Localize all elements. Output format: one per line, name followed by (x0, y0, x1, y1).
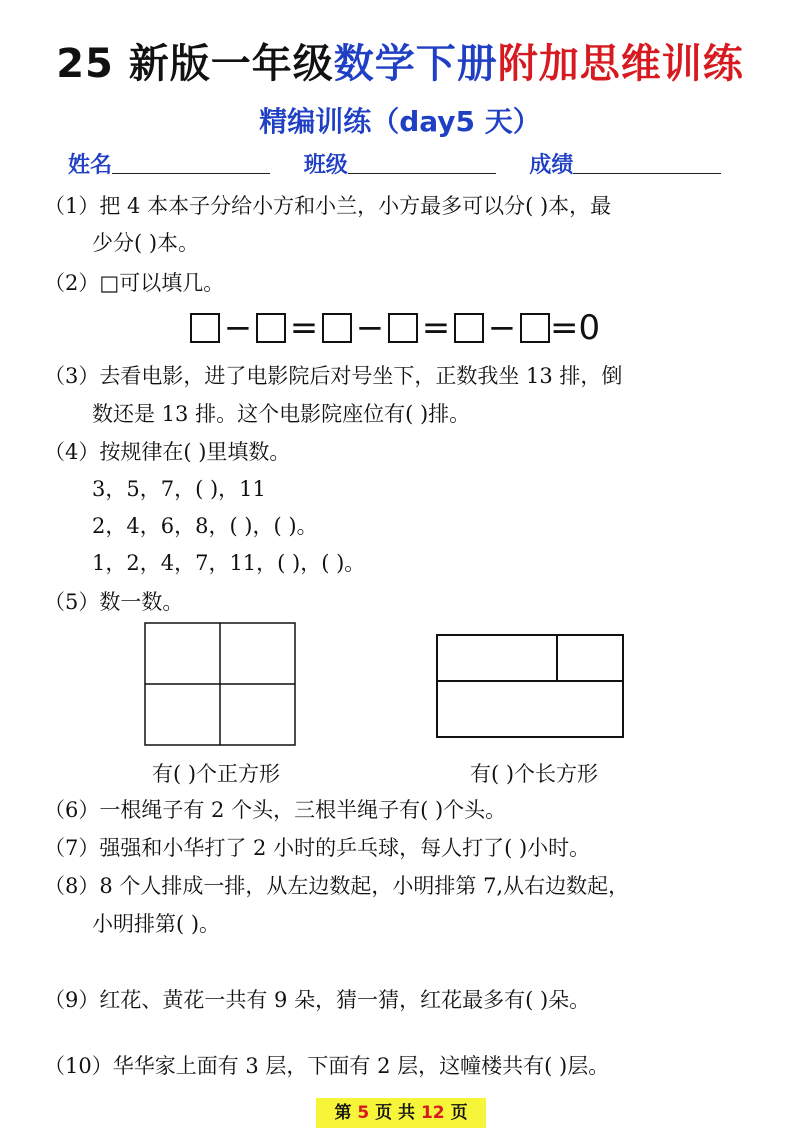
question-4-sequence-3: 1，2，4，7，11，( )，( )。 (92, 551, 366, 575)
current-page: 5 (357, 1103, 370, 1123)
question-5-line-1: （5）数一数。 (44, 590, 184, 614)
score-blank[interactable] (573, 151, 721, 174)
equation-result: =0 (550, 308, 601, 348)
answer-box[interactable] (256, 313, 286, 343)
equation-operator: − (487, 308, 517, 348)
rectangle-outline (437, 635, 623, 737)
question-4-sequence-1: 3，5，7，( )，11 (92, 477, 266, 501)
answer-box[interactable] (190, 313, 220, 343)
answer-box[interactable] (454, 313, 484, 343)
question-5-label-rectangles: 有( )个长方形 (470, 762, 599, 786)
answer-box[interactable] (322, 313, 352, 343)
page-middle: 页 共 (375, 1103, 416, 1123)
total-pages: 12 (420, 1103, 445, 1123)
question-9: （9）红花、黄花一共有 9 朵，猜一猜，红花最多有( )朵。 (44, 988, 591, 1012)
question-10: （10）华华家上面有 3 层，下面有 2 层，这幢楼共有( )层。 (44, 1054, 610, 1078)
question-7: （7）强强和小华打了 2 小时的乒乓球，每人打了( )小时。 (44, 836, 591, 860)
square-grid-figure (144, 622, 296, 746)
answer-box[interactable] (388, 313, 418, 343)
equation-operator: − (223, 308, 253, 348)
question-2-line-1: （2）□可以填几。 (44, 271, 225, 295)
question-8-line-2: 小明排第( )。 (92, 912, 221, 936)
question-2-equation (190, 306, 600, 350)
equation-operator: − (355, 308, 385, 348)
page-suffix: 页 (450, 1103, 468, 1123)
title-grade: 25 新版一年级 (56, 41, 334, 87)
question-4-line-1: （4）按规律在( )里填数。 (44, 440, 291, 464)
page-prefix: 第 (334, 1103, 352, 1123)
question-3-line-1: （3）去看电影，进了电影院后对号坐下，正数我坐 13 排，倒 (44, 364, 623, 388)
question-1-line-2: 少分( )本。 (92, 231, 200, 255)
question-4-sequence-2: 2，4，6，8，( )，( )。 (92, 514, 318, 538)
name-label: 姓名 (68, 153, 113, 178)
equation-operator: = (289, 308, 319, 348)
class-blank[interactable] (348, 151, 496, 174)
rectangle-figure (436, 634, 624, 738)
name-blank[interactable] (112, 151, 270, 174)
class-label: 班级 (303, 153, 348, 178)
page-title (0, 36, 800, 92)
question-5-label-squares: 有( )个正方形 (152, 762, 281, 786)
title-extra: 附加思维训练 (497, 41, 744, 87)
equation-operator: = (421, 308, 451, 348)
answer-box[interactable] (520, 313, 550, 343)
student-info-row (68, 150, 721, 182)
question-8-line-1: （8）8 个人排成一排，从左边数起，小明排第 7,从右边数起， (44, 874, 630, 898)
page-number-badge (316, 1098, 486, 1128)
page-subtitle: 精编训练（day5 天） (259, 105, 541, 138)
question-6: （6）一根绳子有 2 个头，三根半绳子有( )个头。 (44, 798, 507, 822)
title-subject: 数学下册 (333, 41, 498, 87)
question-3-line-2: 数还是 13 排。这个电影院座位有( )排。 (92, 402, 471, 426)
question-1-line-1: （1）把 4 本本子分给小方和小兰，小方最多可以分( )本，最 (44, 194, 612, 218)
score-label: 成绩 (529, 153, 574, 178)
